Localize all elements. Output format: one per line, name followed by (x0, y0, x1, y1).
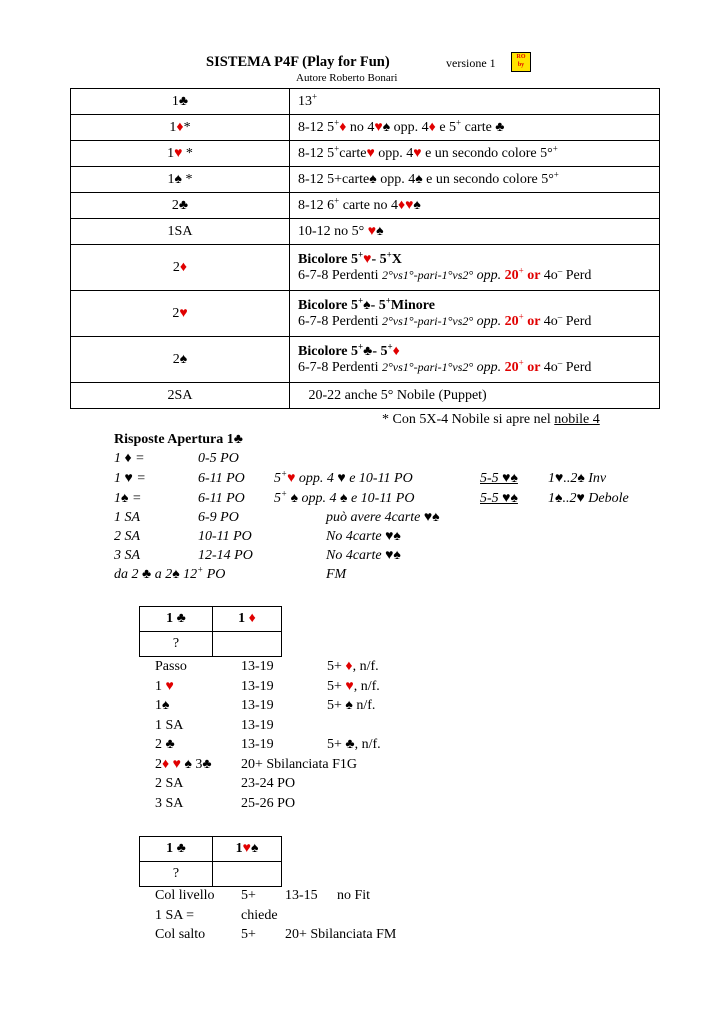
bid-cell: 1♣ (71, 89, 290, 115)
table-row (71, 141, 660, 167)
bid-cell: 2♣ (71, 193, 290, 219)
table-row (71, 245, 660, 291)
section-title: Risposte Apertura 1♣ (114, 432, 243, 447)
table-row (71, 167, 660, 193)
desc-cell: Bicolore 5+♣- 5+♦ 6-7-8 Perdenti 2°vs1°-pari-1°vs2° opp. 20+ or 4o– Perd (290, 337, 660, 383)
bid-header-right: 1 ♦ (213, 607, 282, 632)
bid-header-left: 1 ♣ (140, 607, 213, 632)
bid-question: ? (140, 862, 213, 887)
desc-cell: 10-12 no 5° ♥♠ (290, 219, 660, 245)
bid-header-right: 1♥♠ (213, 837, 282, 862)
bid-question: ? (140, 632, 213, 657)
bid-cell: 1♦* (71, 115, 290, 141)
badge-bottom-text: by (517, 62, 525, 68)
table-row (71, 337, 660, 383)
table-row (71, 383, 660, 409)
table-row (71, 291, 660, 337)
desc-cell: 8-12 5+carte♠ opp. 4♠ e un secondo colore 5°+ (290, 167, 660, 193)
bid-box-2 (139, 836, 282, 887)
ro-logo (511, 52, 531, 72)
footnote: * Con 5X-4 Nobile si apre nel nobile 4 (382, 412, 600, 427)
bid-cell: 2♠ (71, 337, 290, 383)
version-label: versione 1 (446, 56, 496, 70)
table-row (71, 193, 660, 219)
badge-top-text: RO (516, 54, 526, 60)
desc-cell: Bicolore 5+♠- 5+Minore 6-7-8 Perdenti 2°vs1°-pari-1°vs2° opp. 20+ or 4o– Perd (290, 291, 660, 337)
bid-box-1 (139, 606, 282, 657)
desc-cell: 8-12 5+♦ no 4♥♠ opp. 4♦ e 5+ carte ♣ (290, 115, 660, 141)
author: Autore Roberto Bonari (296, 72, 398, 84)
table-row (71, 219, 660, 245)
table-row (71, 89, 660, 115)
bid-cell: 2♦ (71, 245, 290, 291)
bid-cell: 1SA (71, 219, 290, 245)
desc-cell: 8-12 6+ carte no 4♦♥♠ (290, 193, 660, 219)
bid-header-left: 1 ♣ (140, 837, 213, 862)
openings-table (70, 88, 660, 409)
bid-cell: 2♥ (71, 291, 290, 337)
table-row (71, 115, 660, 141)
desc-cell: 13+ (290, 89, 660, 115)
desc-cell: 8-12 5+carte♥ opp. 4♥ e un secondo colore 5°+ (290, 141, 660, 167)
bid-cell: 2SA (71, 383, 290, 409)
desc-cell: 20-22 anche 5° Nobile (Puppet) (290, 383, 660, 409)
bid-cell: 1♠ * (71, 167, 290, 193)
desc-cell: Bicolore 5+♥- 5+X 6-7-8 Perdenti 2°vs1°-pari-1°vs2° opp. 20+ or 4o– Perd (290, 245, 660, 291)
bid-cell: 1♥ * (71, 141, 290, 167)
page-title: SISTEMA P4F (Play for Fun) (206, 54, 390, 70)
